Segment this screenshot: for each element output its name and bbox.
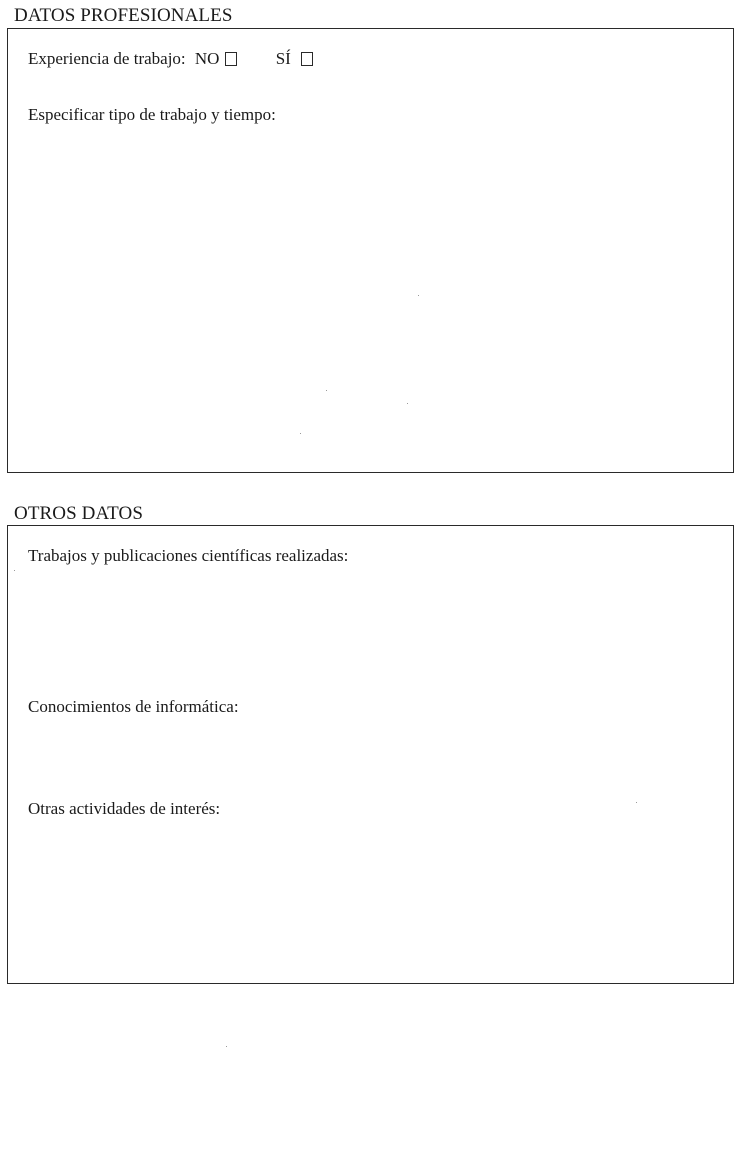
scan-speck	[300, 433, 301, 434]
scan-speck	[636, 802, 637, 803]
work-detail-answer-area[interactable]	[28, 134, 713, 454]
scan-speck	[326, 390, 327, 391]
section-title-other: OTROS DATOS	[14, 503, 144, 524]
experience-label: Experiencia de trabajo:	[28, 49, 186, 68]
scan-speck	[226, 1046, 227, 1047]
professional-box	[7, 28, 734, 473]
scan-speck	[407, 403, 408, 404]
no-label: NO	[194, 49, 220, 68]
activities-label: Otras actividades de interés:	[28, 799, 221, 818]
experience-row	[28, 49, 313, 69]
scan-speck	[14, 570, 15, 571]
no-checkbox[interactable]	[225, 52, 237, 66]
yes-checkbox[interactable]	[301, 52, 313, 66]
computing-answer-area[interactable]	[28, 723, 713, 795]
scan-speck	[418, 295, 419, 296]
computing-label: Conocimientos de informática:	[28, 697, 239, 716]
publications-label: Trabajos y publicaciones científicas realizadas:	[28, 546, 349, 565]
yes-label: SÍ	[275, 49, 291, 68]
no-option	[195, 49, 238, 69]
publications-answer-area[interactable]	[28, 572, 713, 692]
work-detail-label: Especificar tipo de trabajo y tiempo:	[28, 105, 276, 124]
yes-option	[276, 49, 313, 69]
section-title-professional: DATOS PROFESIONALES	[14, 5, 233, 26]
activities-answer-area[interactable]	[28, 825, 713, 965]
other-box	[7, 525, 734, 984]
